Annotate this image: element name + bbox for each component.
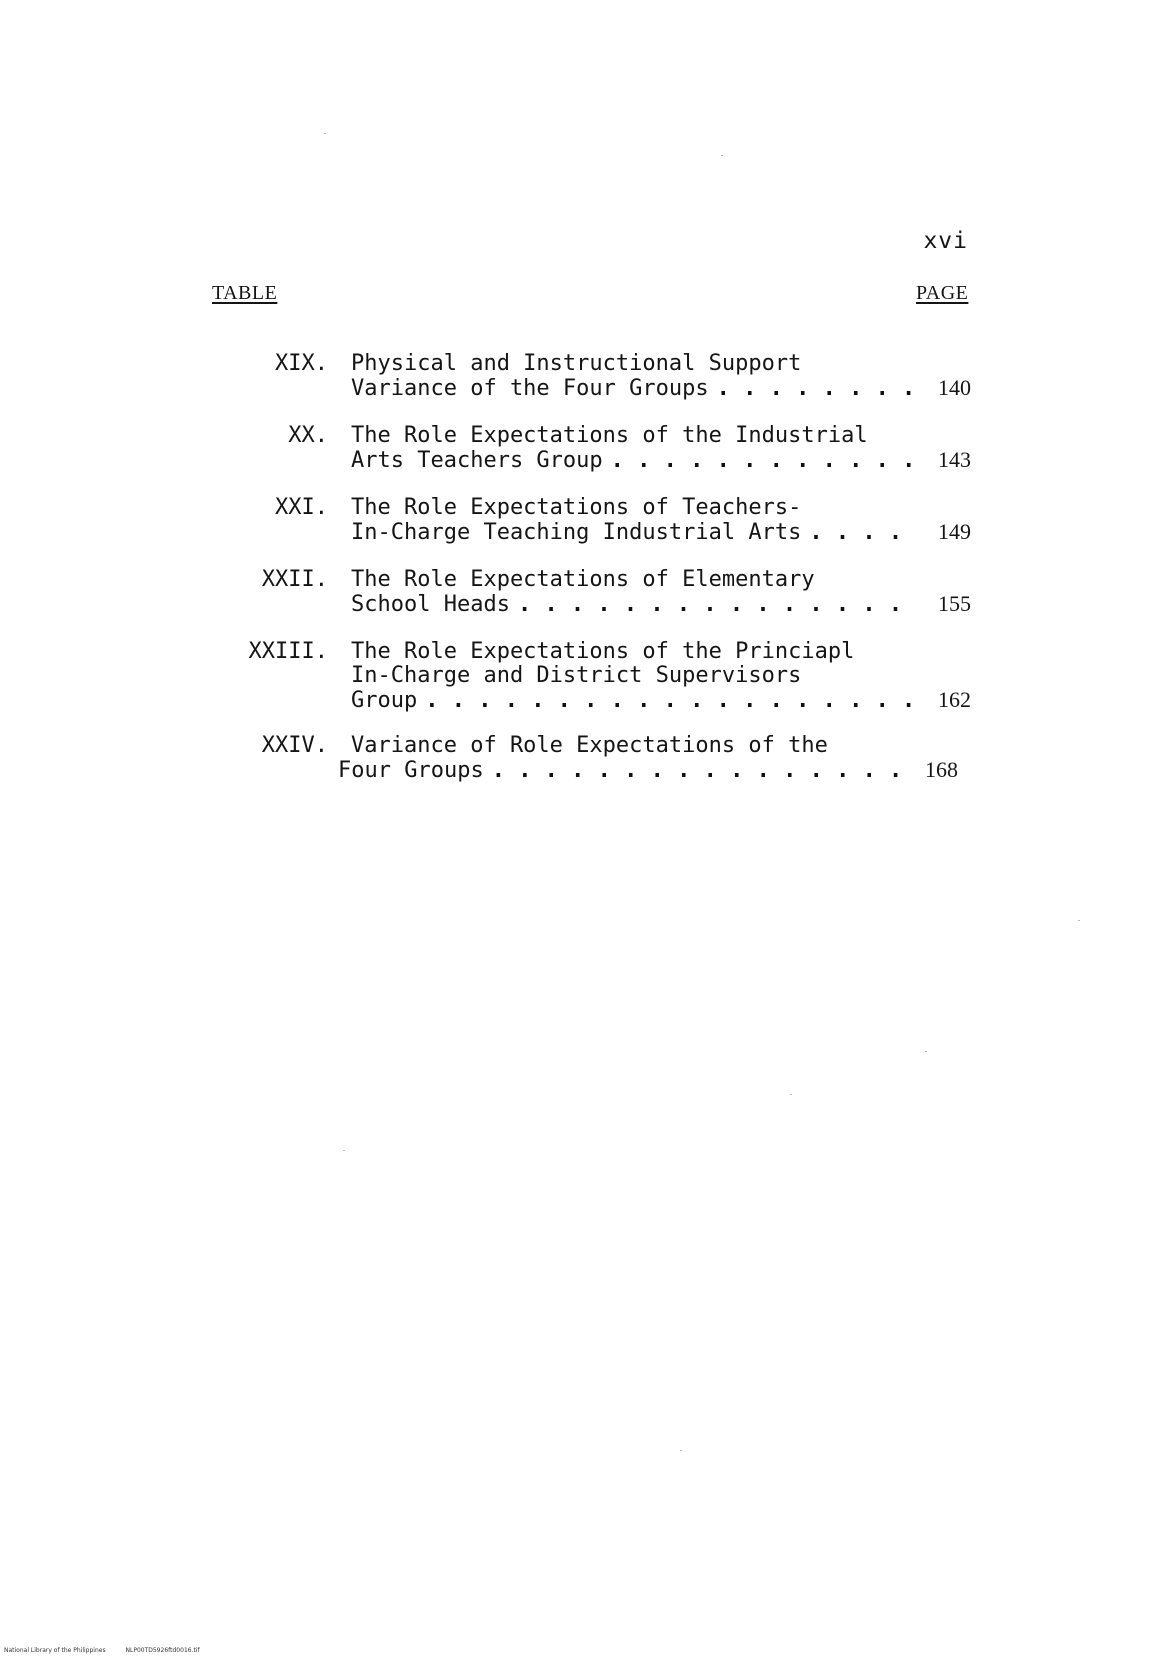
toc-entry [0,640,1168,712]
page-ref: 155 [938,591,971,616]
list-of-tables [0,352,1168,806]
dot-leader [492,759,904,783]
scan-speck [680,1450,682,1451]
entry-title [351,496,971,544]
page-number: xvi [923,228,968,254]
scan-speck [721,155,723,156]
title-line: Variance of the Four Groups [351,376,709,401]
dot-leader [425,689,917,713]
title-line: Variance of Role Expectations of the [351,733,828,758]
title-line: Four Groups [338,758,484,783]
table-column-heading: TABLE [212,282,278,304]
entry-title [338,734,958,782]
title-line: Arts Teachers Group [351,448,603,473]
toc-entry [0,496,1168,544]
table-numeral: XXII. [261,567,328,592]
page-ref: 143 [938,447,971,472]
title-line: The Role Expectations of the Industrial [351,423,868,448]
title-line: School Heads [351,592,510,617]
toc-entry [0,352,1168,400]
page-ref: 149 [938,519,971,544]
entry-title [351,352,971,400]
footer-library: National Library of the Philippines [4,1647,106,1654]
table-numeral: XXI. [275,495,328,520]
title-line: The Role Expectations of Teachers- [351,495,802,520]
scan-speck [324,133,326,134]
dot-leader [717,377,917,401]
toc-entry [0,568,1168,616]
title-line-with-page [351,520,971,544]
toc-entry [0,424,1168,472]
toc-entry [0,734,1168,782]
scan-speck [1078,920,1080,921]
table-numeral: XX. [288,423,328,448]
dot-leader [518,593,917,617]
title-line: In-Charge Teaching Industrial Arts [351,520,802,545]
table-numeral: XXIV. [261,733,328,758]
table-numeral: XXIII. [248,639,328,664]
page-ref: 168 [925,757,958,782]
footer-file: NLP00TD5926ftd0016.tif [125,1647,200,1654]
dot-leader [809,521,917,545]
page-ref: 140 [938,375,971,400]
title-line-with-page [351,376,971,400]
page-column-heading: PAGE [916,282,969,304]
title-line-with-page [338,758,958,782]
entry-title [351,568,971,616]
title-line-with-page [351,592,971,616]
title-line: Physical and Instructional Support [351,351,802,376]
dot-leader [611,449,917,473]
entry-title [351,424,971,472]
title-line-with-page [351,448,971,472]
page-ref: 162 [938,687,971,712]
table-numeral: XIX. [275,351,328,376]
scan-speck [925,1051,927,1052]
title-line: The Role Expectations of Elementary [351,567,815,592]
scan-speck [790,1094,792,1095]
entry-title [351,640,971,712]
title-line: In-Charge and District Supervisors [351,663,802,688]
scan-speck [343,1150,345,1151]
scan-footer [4,1647,218,1654]
title-line: Group [351,688,418,713]
title-line: The Role Expectations of the Princiapl [351,639,855,664]
title-line-with-page [351,688,971,712]
